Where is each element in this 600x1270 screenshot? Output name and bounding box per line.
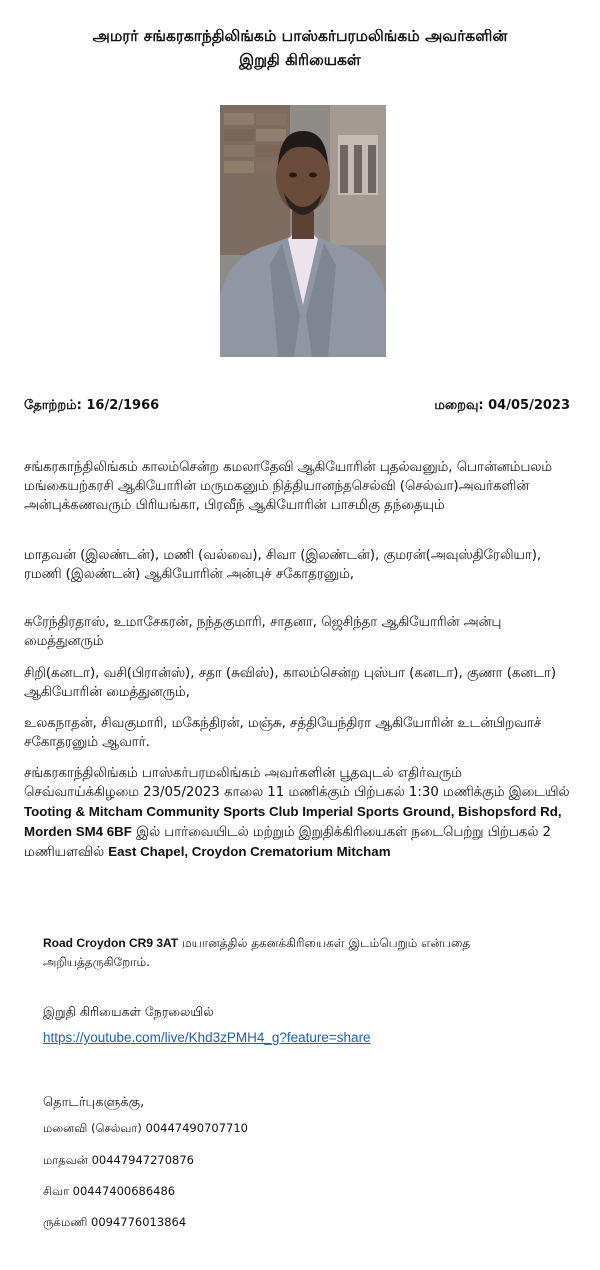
family-paragraph-5: உலகநாதன், சிவகுமாரி, மகேந்திரன், மஞ்சு, சத்தியேந்திரா ஆகியோரின் உடன்பிறவாச் சகோதரனும் ஆவார். <box>24 716 542 750</box>
death-date: மறைவு: 04/05/2023 <box>434 398 570 413</box>
funeral-details-text-2: இல் பார்வையிடல் மற்றும் இறுதிக்கிரியைகள் நடைபெற்று பிற்பகல் 2 மணியளவில் <box>24 825 551 860</box>
contact-item: சிவா 00447400686486 <box>43 1184 176 1198</box>
cremation-continuation <box>43 934 573 972</box>
family-paragraph-1: சங்கரகாந்திலிங்கம் காலம்சென்ற கமலாதேவி ஆகியோரின் புதல்வனும், பொன்னம்பலம் மங்கையற்கரசி ஆகியோரின் மருமகனும் நித்தியானந்தசெல்வி (செல்வா)அவர்களின் அன்புக்கணவரும் பிரியங்கா, பிரவீந் ஆகியோரின் பாசமிகு தந்தையும் <box>24 460 553 513</box>
family-paragraph-3: சுரேந்திரதாஸ், உமாசேகரன், நந்தகுமாரி, சாதனா, ஜெசிந்தா ஆகியோரின் அன்பு மைத்துனரும் <box>24 615 502 649</box>
cremation-place: East Chapel, Croydon Crematorium Mitcham <box>108 844 391 859</box>
viewing-venue: Tooting & Mitcham Community Sports Club Imperial Sports Ground, Bishopsford Rd, Morden SM4 6BF <box>24 804 562 839</box>
portrait-photo <box>220 105 386 357</box>
live-stream-label: இறுதி கிரியைகள் நேரலையில் <box>43 1004 214 1019</box>
cremation-text: மயானத்தில் தகனக்கிரியைகள் இடம்பெறும் என்பதை அறியத்தருகிறோம். <box>43 936 471 969</box>
cremation-address: Road Croydon CR9 3AT <box>43 936 179 950</box>
birth-date: தோற்றம்: 16/2/1966 <box>24 398 160 413</box>
contact-item: ருக்மணி 0094776013864 <box>43 1215 187 1229</box>
title-line-2: இறுதி கிரியைகள் <box>239 51 361 69</box>
family-paragraph-2: மாதவன் (இலண்டன்), மணி (வல்வை), சிவா (இலண்டன்), குமரன்(அவுஸ்திரேலியா), ரமணி (இலண்டன்) ஆகியோரின் அன்புச் சகோதரனும், <box>24 548 542 582</box>
page-title <box>20 24 580 72</box>
funeral-details-paragraph <box>24 764 580 862</box>
contacts-heading: தொடர்புகளுக்கு, <box>43 1095 145 1110</box>
live-stream-link[interactable]: https://youtube.com/live/Khd3zPMH4_g?feature=share <box>43 1030 371 1045</box>
contact-item: மாதவன் 00447947270876 <box>43 1153 194 1167</box>
title-line-1: அமரர் சங்கரகாந்திலிங்கம் பாஸ்கர்பரமலிங்கம் அவர்களின் <box>92 27 508 45</box>
family-paragraph-4: சிறி(கனடா), வசி(பிரான்ஸ்), சதா (சுவிஸ்), காலம்சென்ற புஸ்பா (கனடா), குணா (கனடா) ஆகியோரின் மைத்துனரும், <box>24 666 557 700</box>
funeral-details-text: சங்கரகாந்திலிங்கம் பாஸ்கர்பரமலிங்கம் அவர்களின் பூதவுடல் எதிர்வரும் செவ்வாய்க்கிழமை 23/05/2023 காலை 11 மணிக்கும் பிற்பகல் 1:30 மணிக்கும் இடையில் <box>24 766 570 800</box>
contact-item: மனைவி (செல்வா) 00447490707710 <box>43 1121 248 1135</box>
